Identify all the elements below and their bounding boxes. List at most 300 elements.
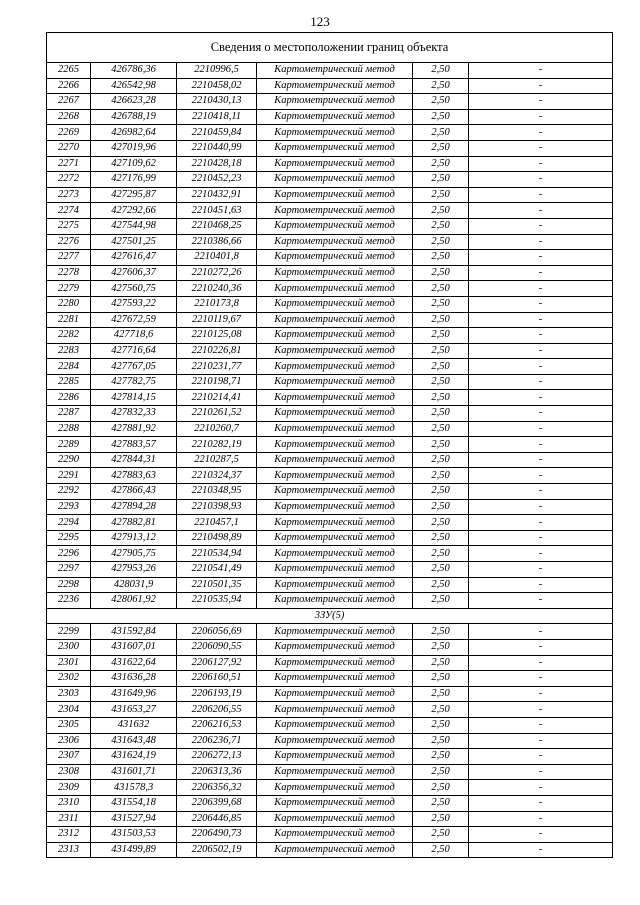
point-number-cell: 2265 bbox=[47, 63, 91, 79]
x-coordinate-cell: 427109,62 bbox=[91, 156, 177, 172]
table-row bbox=[47, 499, 613, 515]
table-row bbox=[47, 125, 613, 141]
y-coordinate-cell: 2210535,94 bbox=[177, 593, 257, 609]
y-coordinate-cell: 2206216,53 bbox=[177, 717, 257, 733]
x-coordinate-cell: 427883,63 bbox=[91, 468, 177, 484]
accuracy-cell: 2,50 bbox=[413, 203, 469, 219]
method-cell: Картометрический метод bbox=[257, 764, 413, 780]
method-cell: Картометрический метод bbox=[257, 468, 413, 484]
section-row bbox=[47, 608, 613, 624]
y-coordinate-cell: 2206160,51 bbox=[177, 671, 257, 687]
method-cell: Картометрический метод bbox=[257, 250, 413, 266]
method-cell: Картометрический метод bbox=[257, 749, 413, 765]
description-cell: - bbox=[469, 452, 613, 468]
y-coordinate-cell: 2210226,81 bbox=[177, 343, 257, 359]
point-number-cell: 2271 bbox=[47, 156, 91, 172]
description-cell: - bbox=[469, 733, 613, 749]
point-number-cell: 2269 bbox=[47, 125, 91, 141]
point-number-cell: 2313 bbox=[47, 842, 91, 858]
table-row bbox=[47, 234, 613, 250]
x-coordinate-cell: 427866,43 bbox=[91, 484, 177, 500]
description-cell: - bbox=[469, 374, 613, 390]
description-cell: - bbox=[469, 827, 613, 843]
accuracy-cell: 2,50 bbox=[413, 406, 469, 422]
y-coordinate-cell: 2206502,19 bbox=[177, 842, 257, 858]
table-title: Сведения о местоположении границ объекта bbox=[47, 33, 613, 63]
point-number-cell: 2285 bbox=[47, 374, 91, 390]
point-number-cell: 2289 bbox=[47, 437, 91, 453]
table-row bbox=[47, 546, 613, 562]
table-body bbox=[47, 63, 613, 858]
x-coordinate-cell: 431643,48 bbox=[91, 733, 177, 749]
y-coordinate-cell: 2206313,36 bbox=[177, 764, 257, 780]
x-coordinate-cell: 431653,27 bbox=[91, 702, 177, 718]
accuracy-cell: 2,50 bbox=[413, 125, 469, 141]
x-coordinate-cell: 427905,75 bbox=[91, 546, 177, 562]
table-row bbox=[47, 140, 613, 156]
method-cell: Картометрический метод bbox=[257, 94, 413, 110]
x-coordinate-cell: 431592,84 bbox=[91, 624, 177, 640]
point-number-cell: 2279 bbox=[47, 281, 91, 297]
accuracy-cell: 2,50 bbox=[413, 234, 469, 250]
y-coordinate-cell: 2210272,26 bbox=[177, 265, 257, 281]
table-header-row bbox=[47, 33, 613, 63]
point-number-cell: 2268 bbox=[47, 109, 91, 125]
method-cell: Картометрический метод bbox=[257, 421, 413, 437]
x-coordinate-cell: 431601,71 bbox=[91, 764, 177, 780]
method-cell: Картометрический метод bbox=[257, 795, 413, 811]
description-cell: - bbox=[469, 203, 613, 219]
accuracy-cell: 2,50 bbox=[413, 655, 469, 671]
y-coordinate-cell: 2210534,94 bbox=[177, 546, 257, 562]
x-coordinate-cell: 427672,59 bbox=[91, 312, 177, 328]
table-row bbox=[47, 484, 613, 500]
table-row bbox=[47, 94, 613, 110]
point-number-cell: 2273 bbox=[47, 187, 91, 203]
point-number-cell: 2312 bbox=[47, 827, 91, 843]
x-coordinate-cell: 431622,64 bbox=[91, 655, 177, 671]
method-cell: Картометрический метод bbox=[257, 484, 413, 500]
x-coordinate-cell: 431624,19 bbox=[91, 749, 177, 765]
x-coordinate-cell: 427767,05 bbox=[91, 359, 177, 375]
method-cell: Картометрический метод bbox=[257, 343, 413, 359]
y-coordinate-cell: 2210119,67 bbox=[177, 312, 257, 328]
method-cell: Картометрический метод bbox=[257, 296, 413, 312]
table-row bbox=[47, 624, 613, 640]
method-cell: Картометрический метод bbox=[257, 593, 413, 609]
point-number-cell: 2298 bbox=[47, 577, 91, 593]
method-cell: Картометрический метод bbox=[257, 234, 413, 250]
x-coordinate-cell: 431578,3 bbox=[91, 780, 177, 796]
point-number-cell: 2267 bbox=[47, 94, 91, 110]
accuracy-cell: 2,50 bbox=[413, 749, 469, 765]
boundary-table bbox=[46, 32, 613, 858]
description-cell: - bbox=[469, 499, 613, 515]
description-cell: - bbox=[469, 296, 613, 312]
method-cell: Картометрический метод bbox=[257, 265, 413, 281]
y-coordinate-cell: 2210996,5 bbox=[177, 63, 257, 79]
y-coordinate-cell: 2206090,55 bbox=[177, 639, 257, 655]
y-coordinate-cell: 2210459,84 bbox=[177, 125, 257, 141]
y-coordinate-cell: 2206193,19 bbox=[177, 686, 257, 702]
accuracy-cell: 2,50 bbox=[413, 374, 469, 390]
method-cell: Картометрический метод bbox=[257, 406, 413, 422]
y-coordinate-cell: 2210452,23 bbox=[177, 172, 257, 188]
point-number-cell: 2288 bbox=[47, 421, 91, 437]
table-row bbox=[47, 296, 613, 312]
point-number-cell: 2276 bbox=[47, 234, 91, 250]
description-cell: - bbox=[469, 312, 613, 328]
table-row bbox=[47, 421, 613, 437]
point-number-cell: 2305 bbox=[47, 717, 91, 733]
x-coordinate-cell: 428031,9 bbox=[91, 577, 177, 593]
method-cell: Картометрический метод bbox=[257, 577, 413, 593]
table-row bbox=[47, 593, 613, 609]
table-row bbox=[47, 842, 613, 858]
point-number-cell: 2274 bbox=[47, 203, 91, 219]
method-cell: Картометрический метод bbox=[257, 218, 413, 234]
method-cell: Картометрический метод bbox=[257, 811, 413, 827]
x-coordinate-cell: 431636,28 bbox=[91, 671, 177, 687]
accuracy-cell: 2,50 bbox=[413, 546, 469, 562]
description-cell: - bbox=[469, 234, 613, 250]
x-coordinate-cell: 427501,25 bbox=[91, 234, 177, 250]
point-number-cell: 2282 bbox=[47, 328, 91, 344]
table-row bbox=[47, 78, 613, 94]
description-cell: - bbox=[469, 406, 613, 422]
point-number-cell: 2307 bbox=[47, 749, 91, 765]
y-coordinate-cell: 2210458,02 bbox=[177, 78, 257, 94]
y-coordinate-cell: 2210240,36 bbox=[177, 281, 257, 297]
y-coordinate-cell: 2210260,7 bbox=[177, 421, 257, 437]
point-number-cell: 2286 bbox=[47, 390, 91, 406]
method-cell: Картометрический метод bbox=[257, 842, 413, 858]
accuracy-cell: 2,50 bbox=[413, 639, 469, 655]
method-cell: Картометрический метод bbox=[257, 639, 413, 655]
accuracy-cell: 2,50 bbox=[413, 562, 469, 578]
y-coordinate-cell: 2210198,71 bbox=[177, 374, 257, 390]
x-coordinate-cell: 428061,92 bbox=[91, 593, 177, 609]
y-coordinate-cell: 2206399,68 bbox=[177, 795, 257, 811]
description-cell: - bbox=[469, 78, 613, 94]
table-row bbox=[47, 671, 613, 687]
accuracy-cell: 2,50 bbox=[413, 499, 469, 515]
table-row bbox=[47, 530, 613, 546]
accuracy-cell: 2,50 bbox=[413, 140, 469, 156]
description-cell: - bbox=[469, 281, 613, 297]
description-cell: - bbox=[469, 437, 613, 453]
table-row bbox=[47, 639, 613, 655]
accuracy-cell: 2,50 bbox=[413, 250, 469, 266]
table-row bbox=[47, 702, 613, 718]
accuracy-cell: 2,50 bbox=[413, 733, 469, 749]
description-cell: - bbox=[469, 109, 613, 125]
accuracy-cell: 2,50 bbox=[413, 671, 469, 687]
description-cell: - bbox=[469, 702, 613, 718]
y-coordinate-cell: 2206127,92 bbox=[177, 655, 257, 671]
point-number-cell: 2292 bbox=[47, 484, 91, 500]
y-coordinate-cell: 2210418,11 bbox=[177, 109, 257, 125]
table-row bbox=[47, 63, 613, 79]
table-row bbox=[47, 203, 613, 219]
description-cell: - bbox=[469, 125, 613, 141]
point-number-cell: 2291 bbox=[47, 468, 91, 484]
method-cell: Картометрический метод bbox=[257, 140, 413, 156]
y-coordinate-cell: 2206206,55 bbox=[177, 702, 257, 718]
method-cell: Картометрический метод bbox=[257, 562, 413, 578]
x-coordinate-cell: 427894,28 bbox=[91, 499, 177, 515]
description-cell: - bbox=[469, 624, 613, 640]
y-coordinate-cell: 2210501,35 bbox=[177, 577, 257, 593]
y-coordinate-cell: 2210125,08 bbox=[177, 328, 257, 344]
method-cell: Картометрический метод bbox=[257, 156, 413, 172]
table-row bbox=[47, 250, 613, 266]
y-coordinate-cell: 2206236,71 bbox=[177, 733, 257, 749]
table-row bbox=[47, 374, 613, 390]
y-coordinate-cell: 2206272,13 bbox=[177, 749, 257, 765]
table-row bbox=[47, 437, 613, 453]
x-coordinate-cell: 427593,22 bbox=[91, 296, 177, 312]
description-cell: - bbox=[469, 780, 613, 796]
description-cell: - bbox=[469, 94, 613, 110]
x-coordinate-cell: 426786,36 bbox=[91, 63, 177, 79]
description-cell: - bbox=[469, 484, 613, 500]
y-coordinate-cell: 2210468,25 bbox=[177, 218, 257, 234]
table-row bbox=[47, 359, 613, 375]
point-number-cell: 2283 bbox=[47, 343, 91, 359]
x-coordinate-cell: 427292,66 bbox=[91, 203, 177, 219]
point-number-cell: 2284 bbox=[47, 359, 91, 375]
table-row bbox=[47, 749, 613, 765]
x-coordinate-cell: 427019,96 bbox=[91, 140, 177, 156]
point-number-cell: 2311 bbox=[47, 811, 91, 827]
accuracy-cell: 2,50 bbox=[413, 265, 469, 281]
point-number-cell: 2287 bbox=[47, 406, 91, 422]
point-number-cell: 2302 bbox=[47, 671, 91, 687]
y-coordinate-cell: 2210287,5 bbox=[177, 452, 257, 468]
accuracy-cell: 2,50 bbox=[413, 172, 469, 188]
method-cell: Картометрический метод bbox=[257, 187, 413, 203]
point-number-cell: 2301 bbox=[47, 655, 91, 671]
description-cell: - bbox=[469, 842, 613, 858]
accuracy-cell: 2,50 bbox=[413, 764, 469, 780]
method-cell: Картометрический метод bbox=[257, 172, 413, 188]
x-coordinate-cell: 431607,01 bbox=[91, 639, 177, 655]
table-row bbox=[47, 795, 613, 811]
method-cell: Картометрический метод bbox=[257, 281, 413, 297]
method-cell: Картометрический метод bbox=[257, 328, 413, 344]
method-cell: Картометрический метод bbox=[257, 780, 413, 796]
table-row bbox=[47, 312, 613, 328]
method-cell: Картометрический метод bbox=[257, 827, 413, 843]
method-cell: Картометрический метод bbox=[257, 359, 413, 375]
table-row bbox=[47, 577, 613, 593]
y-coordinate-cell: 2210282,19 bbox=[177, 437, 257, 453]
x-coordinate-cell: 427616,47 bbox=[91, 250, 177, 266]
method-cell: Картометрический метод bbox=[257, 655, 413, 671]
accuracy-cell: 2,50 bbox=[413, 421, 469, 437]
x-coordinate-cell: 431649,96 bbox=[91, 686, 177, 702]
description-cell: - bbox=[469, 593, 613, 609]
table-row bbox=[47, 827, 613, 843]
accuracy-cell: 2,50 bbox=[413, 296, 469, 312]
table-row bbox=[47, 655, 613, 671]
y-coordinate-cell: 2210401,8 bbox=[177, 250, 257, 266]
description-cell: - bbox=[469, 390, 613, 406]
description-cell: - bbox=[469, 577, 613, 593]
table-row bbox=[47, 281, 613, 297]
table-row bbox=[47, 686, 613, 702]
description-cell: - bbox=[469, 686, 613, 702]
accuracy-cell: 2,50 bbox=[413, 156, 469, 172]
y-coordinate-cell: 2210324,37 bbox=[177, 468, 257, 484]
description-cell: - bbox=[469, 421, 613, 437]
method-cell: Картометрический метод bbox=[257, 437, 413, 453]
accuracy-cell: 2,50 bbox=[413, 686, 469, 702]
method-cell: Картометрический метод bbox=[257, 452, 413, 468]
x-coordinate-cell: 426788,19 bbox=[91, 109, 177, 125]
description-cell: - bbox=[469, 343, 613, 359]
point-number-cell: 2275 bbox=[47, 218, 91, 234]
accuracy-cell: 2,50 bbox=[413, 359, 469, 375]
table-row bbox=[47, 562, 613, 578]
y-coordinate-cell: 2210348,95 bbox=[177, 484, 257, 500]
table-row bbox=[47, 172, 613, 188]
accuracy-cell: 2,50 bbox=[413, 78, 469, 94]
x-coordinate-cell: 427844,31 bbox=[91, 452, 177, 468]
table-row bbox=[47, 764, 613, 780]
method-cell: Картометрический метод bbox=[257, 733, 413, 749]
table-row bbox=[47, 187, 613, 203]
x-coordinate-cell: 427718,6 bbox=[91, 328, 177, 344]
y-coordinate-cell: 2206356,32 bbox=[177, 780, 257, 796]
point-number-cell: 2280 bbox=[47, 296, 91, 312]
x-coordinate-cell: 427953,26 bbox=[91, 562, 177, 578]
point-number-cell: 2299 bbox=[47, 624, 91, 640]
y-coordinate-cell: 2206446,85 bbox=[177, 811, 257, 827]
accuracy-cell: 2,50 bbox=[413, 468, 469, 484]
accuracy-cell: 2,50 bbox=[413, 624, 469, 640]
point-number-cell: 2308 bbox=[47, 764, 91, 780]
description-cell: - bbox=[469, 187, 613, 203]
point-number-cell: 2303 bbox=[47, 686, 91, 702]
accuracy-cell: 2,50 bbox=[413, 328, 469, 344]
point-number-cell: 2293 bbox=[47, 499, 91, 515]
description-cell: - bbox=[469, 172, 613, 188]
description-cell: - bbox=[469, 546, 613, 562]
y-coordinate-cell: 2210451,63 bbox=[177, 203, 257, 219]
x-coordinate-cell: 426623,28 bbox=[91, 94, 177, 110]
method-cell: Картометрический метод bbox=[257, 125, 413, 141]
method-cell: Картометрический метод bbox=[257, 702, 413, 718]
method-cell: Картометрический метод bbox=[257, 624, 413, 640]
accuracy-cell: 2,50 bbox=[413, 780, 469, 796]
y-coordinate-cell: 2210541,49 bbox=[177, 562, 257, 578]
method-cell: Картометрический метод bbox=[257, 546, 413, 562]
table-row bbox=[47, 156, 613, 172]
x-coordinate-cell: 426542,98 bbox=[91, 78, 177, 94]
accuracy-cell: 2,50 bbox=[413, 593, 469, 609]
x-coordinate-cell: 427883,57 bbox=[91, 437, 177, 453]
accuracy-cell: 2,50 bbox=[413, 827, 469, 843]
y-coordinate-cell: 2210440,99 bbox=[177, 140, 257, 156]
description-cell: - bbox=[469, 671, 613, 687]
description-cell: - bbox=[469, 749, 613, 765]
description-cell: - bbox=[469, 359, 613, 375]
description-cell: - bbox=[469, 562, 613, 578]
x-coordinate-cell: 427176,99 bbox=[91, 172, 177, 188]
point-number-cell: 2304 bbox=[47, 702, 91, 718]
table-row bbox=[47, 109, 613, 125]
description-cell: - bbox=[469, 795, 613, 811]
table-row bbox=[47, 811, 613, 827]
accuracy-cell: 2,50 bbox=[413, 312, 469, 328]
description-cell: - bbox=[469, 764, 613, 780]
table-row bbox=[47, 452, 613, 468]
description-cell: - bbox=[469, 530, 613, 546]
method-cell: Картометрический метод bbox=[257, 530, 413, 546]
y-coordinate-cell: 2210432,91 bbox=[177, 187, 257, 203]
method-cell: Картометрический метод bbox=[257, 63, 413, 79]
accuracy-cell: 2,50 bbox=[413, 187, 469, 203]
description-cell: - bbox=[469, 250, 613, 266]
table-row bbox=[47, 468, 613, 484]
method-cell: Картометрический метод bbox=[257, 717, 413, 733]
section-label: 3ЗУ(5) bbox=[47, 608, 613, 624]
y-coordinate-cell: 2210457,1 bbox=[177, 515, 257, 531]
method-cell: Картометрический метод bbox=[257, 686, 413, 702]
accuracy-cell: 2,50 bbox=[413, 795, 469, 811]
point-number-cell: 2290 bbox=[47, 452, 91, 468]
accuracy-cell: 2,50 bbox=[413, 94, 469, 110]
accuracy-cell: 2,50 bbox=[413, 530, 469, 546]
point-number-cell: 2278 bbox=[47, 265, 91, 281]
description-cell: - bbox=[469, 63, 613, 79]
description-cell: - bbox=[469, 639, 613, 655]
accuracy-cell: 2,50 bbox=[413, 218, 469, 234]
accuracy-cell: 2,50 bbox=[413, 717, 469, 733]
table-row bbox=[47, 218, 613, 234]
table-row bbox=[47, 515, 613, 531]
y-coordinate-cell: 2210398,93 bbox=[177, 499, 257, 515]
point-number-cell: 2236 bbox=[47, 593, 91, 609]
method-cell: Картометрический метод bbox=[257, 671, 413, 687]
description-cell: - bbox=[469, 328, 613, 344]
accuracy-cell: 2,50 bbox=[413, 842, 469, 858]
x-coordinate-cell: 427295,87 bbox=[91, 187, 177, 203]
point-number-cell: 2272 bbox=[47, 172, 91, 188]
x-coordinate-cell: 427716,64 bbox=[91, 343, 177, 359]
point-number-cell: 2294 bbox=[47, 515, 91, 531]
point-number-cell: 2295 bbox=[47, 530, 91, 546]
y-coordinate-cell: 2210173,8 bbox=[177, 296, 257, 312]
description-cell: - bbox=[469, 468, 613, 484]
y-coordinate-cell: 2210430,13 bbox=[177, 94, 257, 110]
accuracy-cell: 2,50 bbox=[413, 702, 469, 718]
accuracy-cell: 2,50 bbox=[413, 515, 469, 531]
method-cell: Картометрический метод bbox=[257, 203, 413, 219]
x-coordinate-cell: 427606,37 bbox=[91, 265, 177, 281]
method-cell: Картометрический метод bbox=[257, 109, 413, 125]
description-cell: - bbox=[469, 811, 613, 827]
method-cell: Картометрический метод bbox=[257, 78, 413, 94]
description-cell: - bbox=[469, 515, 613, 531]
method-cell: Картометрический метод bbox=[257, 374, 413, 390]
accuracy-cell: 2,50 bbox=[413, 390, 469, 406]
accuracy-cell: 2,50 bbox=[413, 811, 469, 827]
y-coordinate-cell: 2210498,89 bbox=[177, 530, 257, 546]
description-cell: - bbox=[469, 655, 613, 671]
